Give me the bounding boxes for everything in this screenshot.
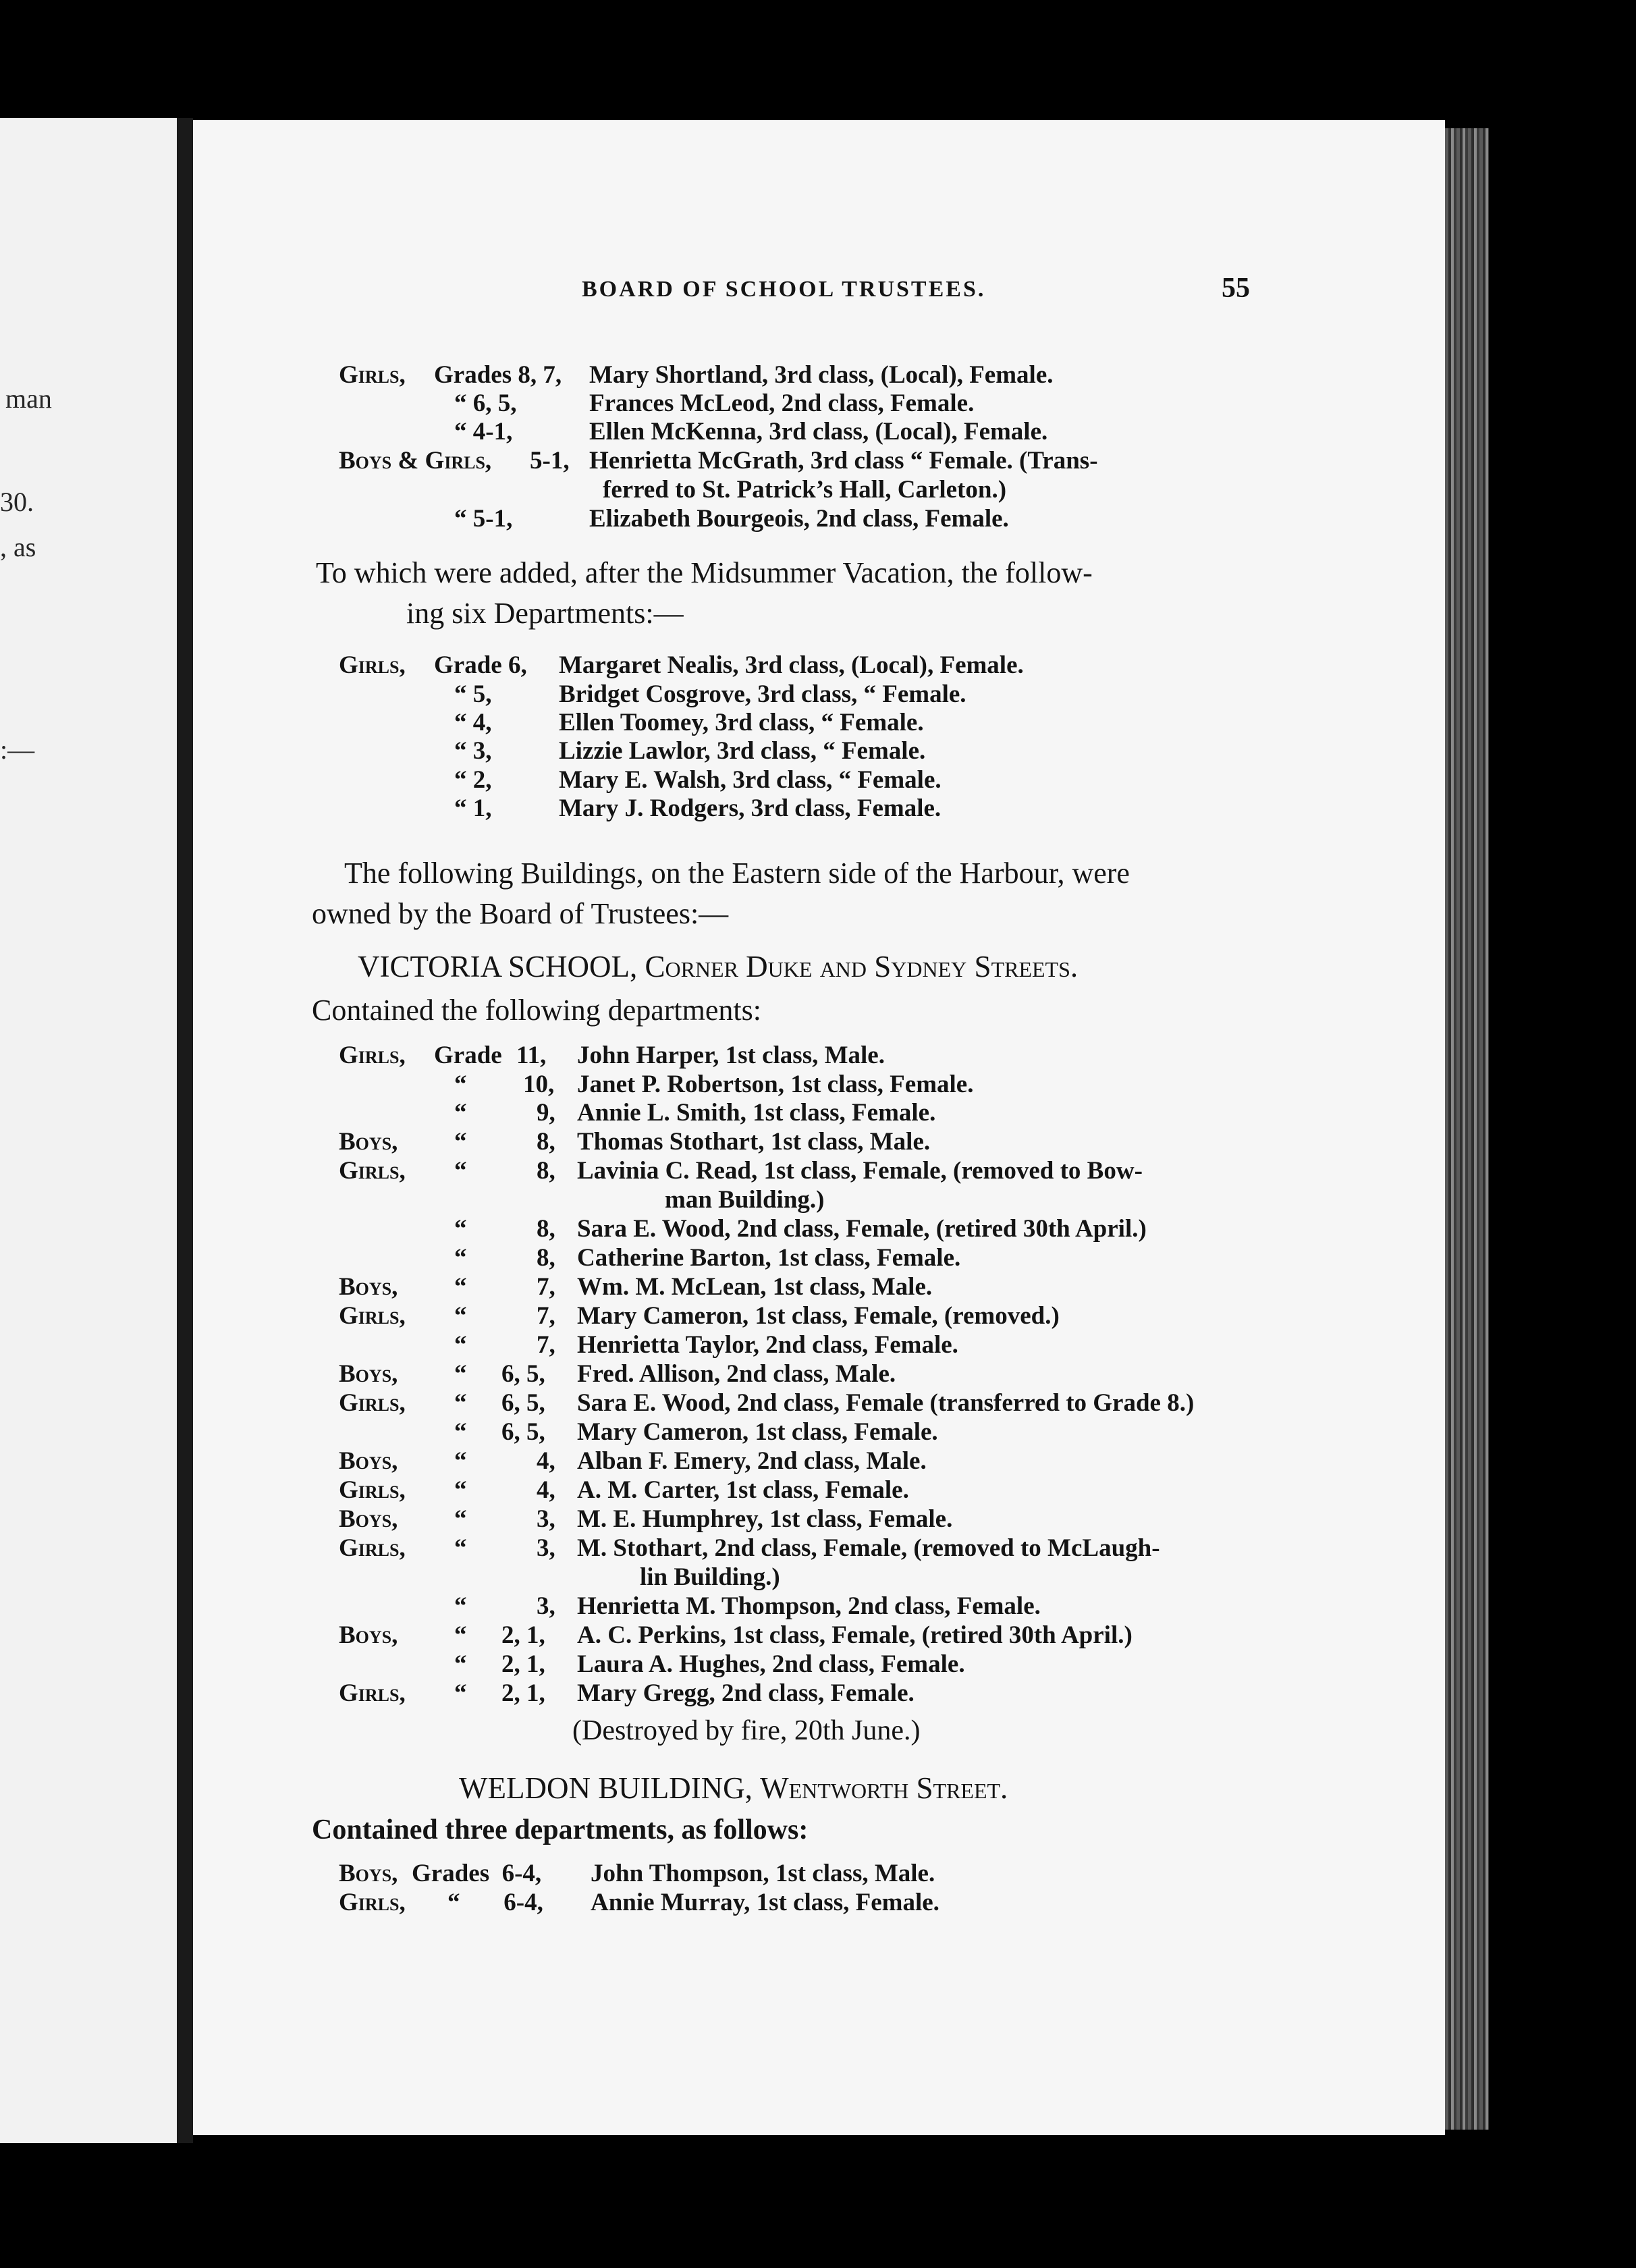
running-title: BOARD OF SCHOOL TRUSTEES. <box>582 277 986 302</box>
victoria-heading <box>358 952 1078 982</box>
left-page-text: 30. <box>0 487 34 517</box>
left-page-fragment <box>0 118 177 2143</box>
victoria-subtitle: Corner Duke and Sydney Streets. <box>645 950 1079 983</box>
buildings-paragraph-line1: The following Buildings, on the Eastern side of the Harbour, were <box>344 857 1130 890</box>
left-page-text: man <box>5 383 52 414</box>
victoria-note: (Destroyed by fire, 20th June.) <box>572 1715 921 1746</box>
weldon-subtitle: Wentworth Street. <box>760 1771 1008 1805</box>
left-page-text: , as <box>0 532 36 562</box>
left-page-text: :— <box>0 734 35 765</box>
midsummer-paragraph-line1: To which were added, after the Midsummer Vacation, the follow- <box>316 556 1093 589</box>
victoria-title: VICTORIA SCHOOL, <box>358 950 638 983</box>
page-edges <box>1445 128 1489 2130</box>
weldon-intro: Contained three departments, as follows: <box>312 1814 809 1845</box>
weldon-heading <box>459 1773 1008 1804</box>
weldon-title: WELDON BUILDING, <box>459 1771 753 1805</box>
victoria-intro: Contained the following departments: <box>312 994 761 1027</box>
binding-gutter <box>177 118 193 2143</box>
buildings-paragraph-line2: owned by the Board of Trustees:— <box>312 897 729 930</box>
midsummer-paragraph-line2: ing six Departments:— <box>406 597 684 630</box>
page-number: 55 <box>1222 273 1250 304</box>
